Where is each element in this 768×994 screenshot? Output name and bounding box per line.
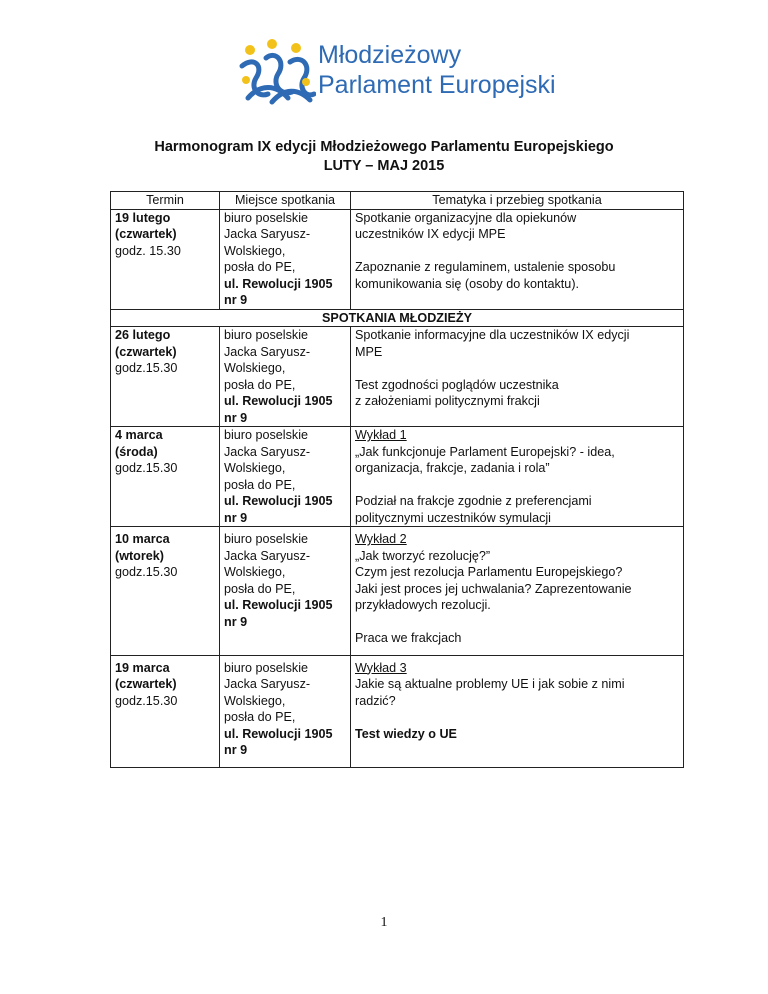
weekday: (środa): [115, 444, 158, 459]
date: 10 marca: [115, 532, 170, 546]
topic-cell: [351, 327, 684, 427]
place-line: biuro poselskie: [224, 210, 309, 225]
place-address: ul. Rewolucji 1905: [224, 394, 333, 408]
header-place: Miejsce spotkania: [220, 192, 351, 210]
date: 19 lutego: [115, 210, 171, 225]
topic-cell: [351, 655, 684, 767]
time: godz.15.30: [115, 361, 178, 375]
topic-cell: [351, 527, 684, 656]
topic-line: Podział na frakcje zgodnie z preferencjami: [355, 494, 592, 508]
place-number: nr 9: [224, 743, 248, 757]
topic-line: „Jak funkcjonuje Parlament Europejski? - idea,: [355, 444, 615, 459]
topic-line: Jaki jest proces jej uchwalania? Zaprezentowanie: [355, 581, 632, 596]
time: godz.15.30: [115, 461, 178, 475]
table-row: [111, 655, 684, 767]
topic-cell: [351, 209, 684, 309]
place-number: nr 9: [224, 614, 248, 629]
topic-line: komunikowania się (osoby do kontaktu).: [355, 276, 580, 291]
weekday: (czwartek): [115, 344, 177, 359]
place-number: nr 9: [224, 510, 248, 525]
weekday: (czwartek): [115, 227, 177, 241]
section-label: SPOTKANIA MŁODZIEŻY: [111, 309, 684, 327]
topic-line: Praca we frakcjach: [355, 631, 462, 645]
topic-line: Czym jest rezolucja Parlamentu Europejskiego?: [355, 565, 623, 579]
place-line: Jacka Saryusz-: [224, 677, 311, 691]
weekday: (wtorek): [115, 548, 164, 563]
topic-cell: [351, 427, 684, 527]
term-cell: [111, 527, 220, 656]
place-line: biuro poselskie: [224, 428, 309, 442]
page-number: 1: [380, 915, 388, 930]
topic-line: przykładowych rezolucji.: [355, 598, 491, 612]
topic-line: Zapoznanie z regulaminem, ustalenie sposobu: [355, 260, 616, 274]
time: godz.15.30: [115, 565, 178, 579]
place-cell: [220, 655, 351, 767]
date: 19 marca: [115, 660, 170, 675]
logo-text: [318, 40, 556, 100]
header-topic: Tematyka i przebieg spotkania: [351, 192, 684, 210]
place-cell: [220, 327, 351, 427]
page-title: [0, 138, 768, 176]
place-line: Jacka Saryusz-: [224, 344, 311, 359]
place-address: ul. Rewolucji 1905: [224, 726, 333, 741]
topic-line: Test wiedzy o UE: [355, 726, 457, 741]
time: godz. 15.30: [115, 243, 181, 258]
place-cell: [220, 209, 351, 309]
topic-line: organizacja, frakcje, zadania i rola”: [355, 461, 550, 475]
table-row: [111, 527, 684, 656]
logo-line-1: Młodzieżowy: [318, 41, 462, 69]
topic-line: Jakie są aktualne problemy UE i jak sobie z nimi: [355, 677, 625, 691]
lecture-heading: Wykład 1: [355, 428, 407, 442]
topic-line: uczestników IX edycji MPE: [355, 227, 506, 241]
time: godz.15.30: [115, 693, 178, 708]
place-address: ul. Rewolucji 1905: [224, 598, 333, 612]
topic-line: „Jak tworzyć rezolucję?”: [355, 548, 491, 563]
place-number: nr 9: [224, 410, 248, 425]
table-row: [111, 327, 684, 427]
topic-line: politycznymi uczestników symulacji: [355, 510, 551, 525]
title-line-1: Harmonogram IX edycji Młodzieżowego Parlamentu Europejskiego: [154, 139, 614, 155]
place-address: ul. Rewolucji 1905: [224, 276, 333, 291]
topic-line: Spotkanie informacyjne dla uczestników IX edycji: [355, 328, 630, 342]
place-line: posła do PE,: [224, 260, 296, 274]
place-line: Jacka Saryusz-: [224, 227, 311, 241]
topic-line: Spotkanie organizacyjne dla opiekunów: [355, 210, 577, 225]
place-line: biuro poselskie: [224, 532, 309, 546]
place-line: Wolskiego,: [224, 243, 286, 258]
table-header-row: [111, 192, 684, 210]
topic-line: radzić?: [355, 693, 396, 708]
title-line-2: LUTY – MAJ 2015: [323, 158, 445, 174]
header-term: Termin: [111, 192, 220, 210]
lecture-heading: Wykład 2: [355, 532, 407, 546]
term-cell: [111, 655, 220, 767]
place-address: ul. Rewolucji 1905: [224, 494, 333, 508]
topic-line: z założeniami politycznymi frakcji: [355, 394, 540, 408]
place-line: Jacka Saryusz-: [224, 548, 311, 563]
table-row: [111, 427, 684, 527]
place-line: posła do PE,: [224, 710, 296, 724]
schedule-table: [110, 191, 684, 768]
place-line: biuro poselskie: [224, 660, 309, 675]
topic-line: Test zgodności poglądów uczestnika: [355, 377, 559, 392]
lecture-heading: Wykład 3: [355, 660, 407, 675]
place-line: posła do PE,: [224, 377, 296, 392]
place-line: Wolskiego,: [224, 693, 286, 708]
place-line: Jacka Saryusz-: [224, 444, 311, 459]
logo: [236, 36, 556, 108]
term-cell: [111, 427, 220, 527]
date: 4 marca: [115, 428, 163, 442]
place-line: posła do PE,: [224, 477, 296, 492]
place-line: posła do PE,: [224, 581, 296, 596]
logo-figures-icon: [236, 36, 316, 108]
place-cell: [220, 427, 351, 527]
place-cell: [220, 527, 351, 656]
place-line: Wolskiego,: [224, 361, 286, 375]
place-line: Wolskiego,: [224, 461, 286, 475]
table-row: [111, 209, 684, 309]
topic-line: MPE: [355, 344, 383, 359]
term-cell: [111, 209, 220, 309]
place-number: nr 9: [224, 293, 248, 307]
logo-line-2: Parlament Europejski: [318, 71, 556, 99]
term-cell: [111, 327, 220, 427]
weekday: (czwartek): [115, 677, 177, 691]
date: 26 lutego: [115, 328, 171, 342]
place-line: biuro poselskie: [224, 328, 309, 342]
place-line: Wolskiego,: [224, 565, 286, 579]
section-row: [111, 309, 684, 327]
